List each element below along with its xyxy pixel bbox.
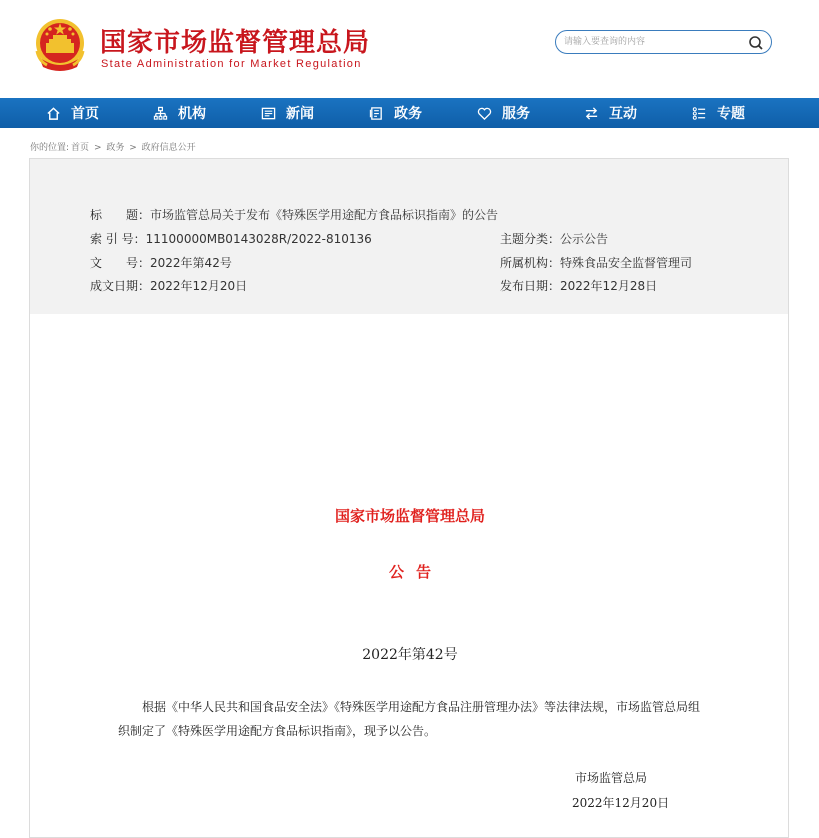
main-nav bbox=[0, 98, 819, 128]
nav-item-label: 机构 bbox=[178, 106, 206, 122]
document-body: 根据《中华人民共和国食品安全法》《特殊医学用途配方食品注册管理办法》等法律法规，市场监管总局组织制定了《特殊医学用途配方食品标识指南》，现予以公告。 bbox=[118, 700, 701, 738]
meta-created-value: 2022年12月20日 bbox=[150, 279, 248, 293]
nav-item-label: 政务 bbox=[394, 106, 422, 122]
national-emblem-logo[interactable] bbox=[33, 17, 87, 73]
breadcrumb bbox=[30, 140, 198, 153]
meta-title-value: 市场监管总局关于发布《特殊医学用途配方食品标识指南》的公告 bbox=[150, 208, 499, 222]
meta-category-key: 主题分类： bbox=[500, 232, 561, 246]
breadcrumb-item-government[interactable]: 政务 bbox=[106, 143, 125, 153]
meta-published-key: 发布日期： bbox=[500, 279, 561, 293]
breadcrumb-separator: > bbox=[129, 143, 137, 153]
meta-title bbox=[90, 206, 498, 223]
meta-category bbox=[500, 230, 608, 247]
breadcrumb-item-info-disclosure[interactable]: 政府信息公开 bbox=[141, 143, 196, 153]
search-input[interactable] bbox=[564, 34, 744, 50]
breadcrumb-prefix: 你的位置: bbox=[30, 143, 70, 153]
nav-item-home[interactable] bbox=[46, 98, 99, 128]
meta-created bbox=[90, 277, 247, 294]
site-header bbox=[0, 0, 819, 98]
search-icon[interactable] bbox=[748, 35, 764, 51]
nav-item-org[interactable] bbox=[153, 98, 206, 128]
breadcrumb-item-home[interactable]: 首页 bbox=[71, 143, 90, 153]
nav-item-label: 互动 bbox=[609, 106, 637, 122]
site-subtitle: State Administration for Market Regulation bbox=[101, 58, 362, 70]
nav-item-government[interactable] bbox=[369, 98, 422, 128]
document-type: 公告 bbox=[388, 563, 443, 581]
home-icon bbox=[46, 106, 61, 121]
meta-docno-value: 2022年第42号 bbox=[150, 256, 232, 270]
meta-created-key: 成文日期： bbox=[90, 279, 151, 293]
document-number: 2022年第42号 bbox=[362, 647, 458, 663]
meta-agency-value: 特殊食品安全监督管理司 bbox=[560, 256, 693, 270]
document-issuer: 国家市场监督管理总局 bbox=[334, 507, 485, 525]
document-metadata bbox=[30, 159, 788, 314]
news-icon bbox=[261, 106, 276, 121]
nav-item-label: 专题 bbox=[717, 106, 745, 122]
nav-item-topic[interactable] bbox=[692, 98, 745, 128]
nav-item-service[interactable] bbox=[477, 98, 530, 128]
meta-index-value: 11100000MB0143028R/2022-810136 bbox=[145, 232, 372, 246]
meta-agency bbox=[500, 254, 692, 271]
site-title[interactable]: 国家市场监督管理总局 bbox=[100, 28, 371, 58]
meta-docno bbox=[90, 254, 232, 271]
nav-item-label: 新闻 bbox=[286, 106, 314, 122]
meta-index bbox=[90, 230, 372, 247]
nav-item-interact[interactable] bbox=[584, 98, 637, 128]
topic-icon bbox=[692, 106, 707, 121]
nav-item-news[interactable] bbox=[261, 98, 314, 128]
meta-category-value: 公示公告 bbox=[560, 232, 609, 246]
document-date: 2022年12月20日 bbox=[572, 796, 670, 810]
meta-index-key: 索 引 号： bbox=[90, 232, 146, 246]
exchange-icon bbox=[584, 106, 599, 121]
meta-title-key: 标 题： bbox=[90, 208, 151, 222]
content-frame bbox=[29, 158, 789, 838]
government-icon bbox=[369, 106, 384, 121]
search-box bbox=[555, 30, 772, 54]
breadcrumb-separator: > bbox=[93, 143, 102, 153]
document-signature: 市场监管总局 bbox=[575, 771, 648, 785]
meta-published-value: 2022年12月28日 bbox=[560, 279, 658, 293]
heart-icon bbox=[477, 106, 492, 121]
meta-published bbox=[500, 277, 657, 294]
org-chart-icon bbox=[153, 106, 168, 121]
nav-item-label: 服务 bbox=[502, 106, 530, 122]
nav-item-label: 首页 bbox=[71, 106, 99, 122]
meta-docno-key: 文 号： bbox=[90, 256, 151, 270]
meta-agency-key: 所属机构： bbox=[500, 256, 561, 270]
